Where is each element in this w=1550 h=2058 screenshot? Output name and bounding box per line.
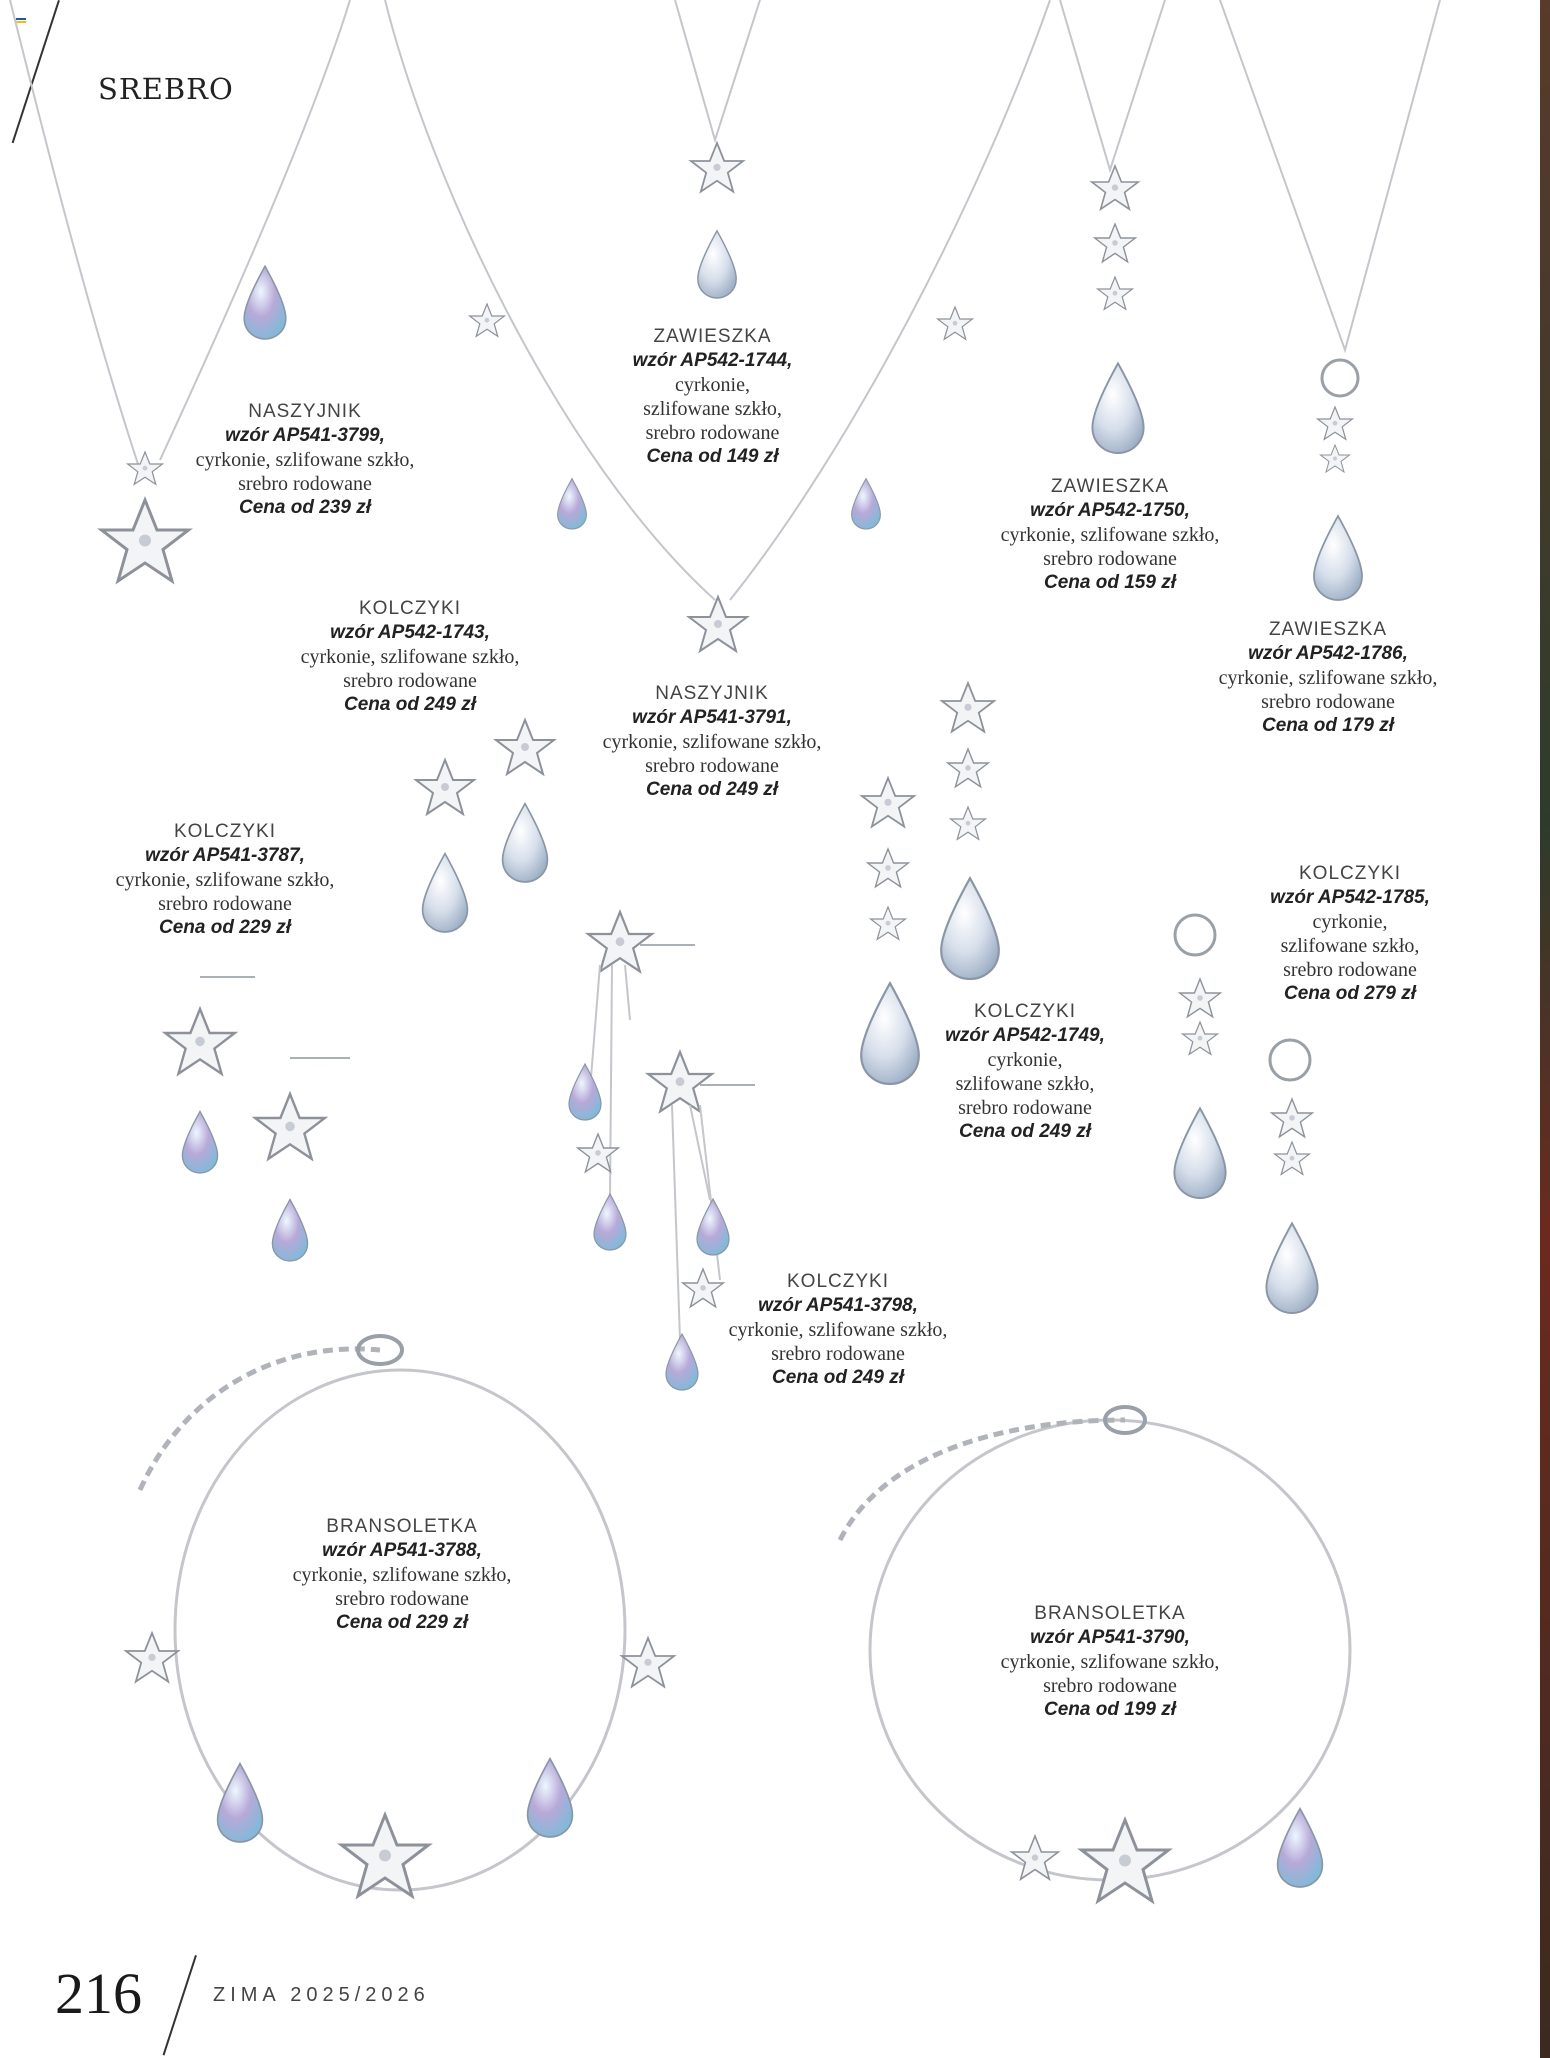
product-name: KOLCZYKI [1299,863,1401,884]
product-name: BRANSOLETKA [1034,1603,1186,1624]
product-material: cyrkonie, szlifowane szkło, [728,1319,948,1341]
product-code: wzór AP542-1785, [1270,887,1430,908]
product-material: srebro rodowane [1043,1675,1177,1697]
product-material: srebro rodowane [1043,548,1177,570]
product-price: Cena od 249 zł [959,1121,1091,1142]
product-name: KOLCZYKI [787,1271,889,1292]
product-material: srebro rodowane [335,1588,469,1610]
product-label-earrings-1785 [1250,862,1450,1006]
product-price: Cena od 239 zł [239,497,371,518]
product-material: cyrkonie, szlifowane szkło, [300,646,520,668]
product-code: wzór AP541-3787, [145,845,305,866]
product-material: srebro rodowane [1261,691,1395,713]
product-label-earrings-1743 [290,597,530,717]
product-name: ZAWIESZKA [1268,619,1388,640]
product-material: srebro rodowane [238,473,372,495]
moon-icon [1270,1040,1310,1080]
product-price: Cena od 149 zł [646,446,779,467]
product-code: wzór AP541-3791, [632,707,792,728]
product-label-earrings-3798 [718,1270,958,1390]
necklace-ap541-3791 [385,0,1050,600]
product-label-pendant-1744 [600,325,825,469]
pendant-ap542-1744-chain [675,0,760,140]
pendant-ap542-1750-chain [1060,0,1165,170]
product-material: szlifowane szkło, [643,398,782,420]
product-material: srebro rodowane [1283,959,1417,981]
moon-icon [1175,915,1215,955]
product-name: BRANSOLETKA [326,1516,478,1537]
page-number: 216 [55,1961,142,2026]
catalog-season: ZIMA 2025/2026 [213,1984,430,2006]
product-material: cyrkonie, szlifowane szkło, [115,869,335,891]
product-code: wzór AP542-1744, [632,350,793,371]
product-price: Cena od 249 zł [772,1367,904,1388]
product-code: wzór AP542-1749, [945,1025,1105,1046]
product-material: cyrkonie, [987,1049,1063,1071]
product-price: Cena od 249 zł [344,694,476,715]
product-code: wzór AP542-1743, [330,622,490,643]
product-price: Cena od 279 zł [1284,983,1416,1004]
product-name: KOLCZYKI [974,1001,1076,1022]
product-name: ZAWIESZKA [1050,476,1170,497]
product-name: ZAWIESZKA [653,326,772,347]
product-name: KOLCZYKI [359,598,461,619]
product-material: srebro rodowane [343,670,477,692]
moon-icon [1322,360,1358,396]
product-code: wzór AP542-1750, [1030,500,1190,521]
product-label-necklace-3791 [592,682,832,802]
product-material: cyrkonie, szlifowane szkło, [1000,1651,1220,1673]
product-code: wzór AP541-3788, [322,1540,482,1561]
product-label-bracelet-3788 [282,1515,522,1635]
product-code: wzór AP541-3798, [758,1295,918,1316]
product-material: cyrkonie, [1312,911,1388,933]
product-material: srebro rodowane [645,422,780,444]
product-material: cyrkonie, szlifowane szkło, [602,731,822,753]
product-name: KOLCZYKI [174,821,276,842]
product-material: cyrkonie, szlifowane szkło, [1000,524,1220,546]
product-name: NASZYJNIK [655,683,769,704]
product-price: Cena od 229 zł [336,1612,468,1633]
product-price: Cena od 249 zł [646,779,778,800]
product-material: szlifowane szkło, [955,1073,1095,1095]
product-label-pendant-1786 [1208,618,1448,738]
product-material: srebro rodowane [158,893,292,915]
product-code: wzór AP541-3799, [225,425,385,446]
product-label-earrings-3787 [105,820,345,940]
product-code: wzór AP541-3790, [1030,1627,1190,1648]
product-price: Cena od 229 zł [159,917,291,938]
product-material: cyrkonie, szlifowane szkło, [195,449,415,471]
product-material: cyrkonie, szlifowane szkło, [1218,667,1438,689]
product-label-necklace-3799 [185,400,425,520]
product-price: Cena od 179 zł [1262,715,1394,736]
product-label-pendant-1750 [990,475,1230,595]
product-material: srebro rodowane [958,1097,1092,1119]
product-label-earrings-1749 [925,1000,1125,1144]
product-name: NASZYJNIK [248,401,362,422]
product-price: Cena od 159 zł [1044,572,1176,593]
product-material: srebro rodowane [771,1343,905,1365]
pendant-ap542-1786-chain [1220,0,1440,350]
product-material: szlifowane szkło, [1280,935,1420,957]
product-material: cyrkonie, [675,374,750,396]
product-price: Cena od 199 zł [1044,1699,1176,1720]
product-material: srebro rodowane [645,755,779,777]
product-material: cyrkonie, szlifowane szkło, [292,1564,512,1586]
product-code: wzór AP542-1786, [1248,643,1408,664]
section-title: SREBRO [98,72,234,106]
product-label-bracelet-3790 [990,1602,1230,1722]
